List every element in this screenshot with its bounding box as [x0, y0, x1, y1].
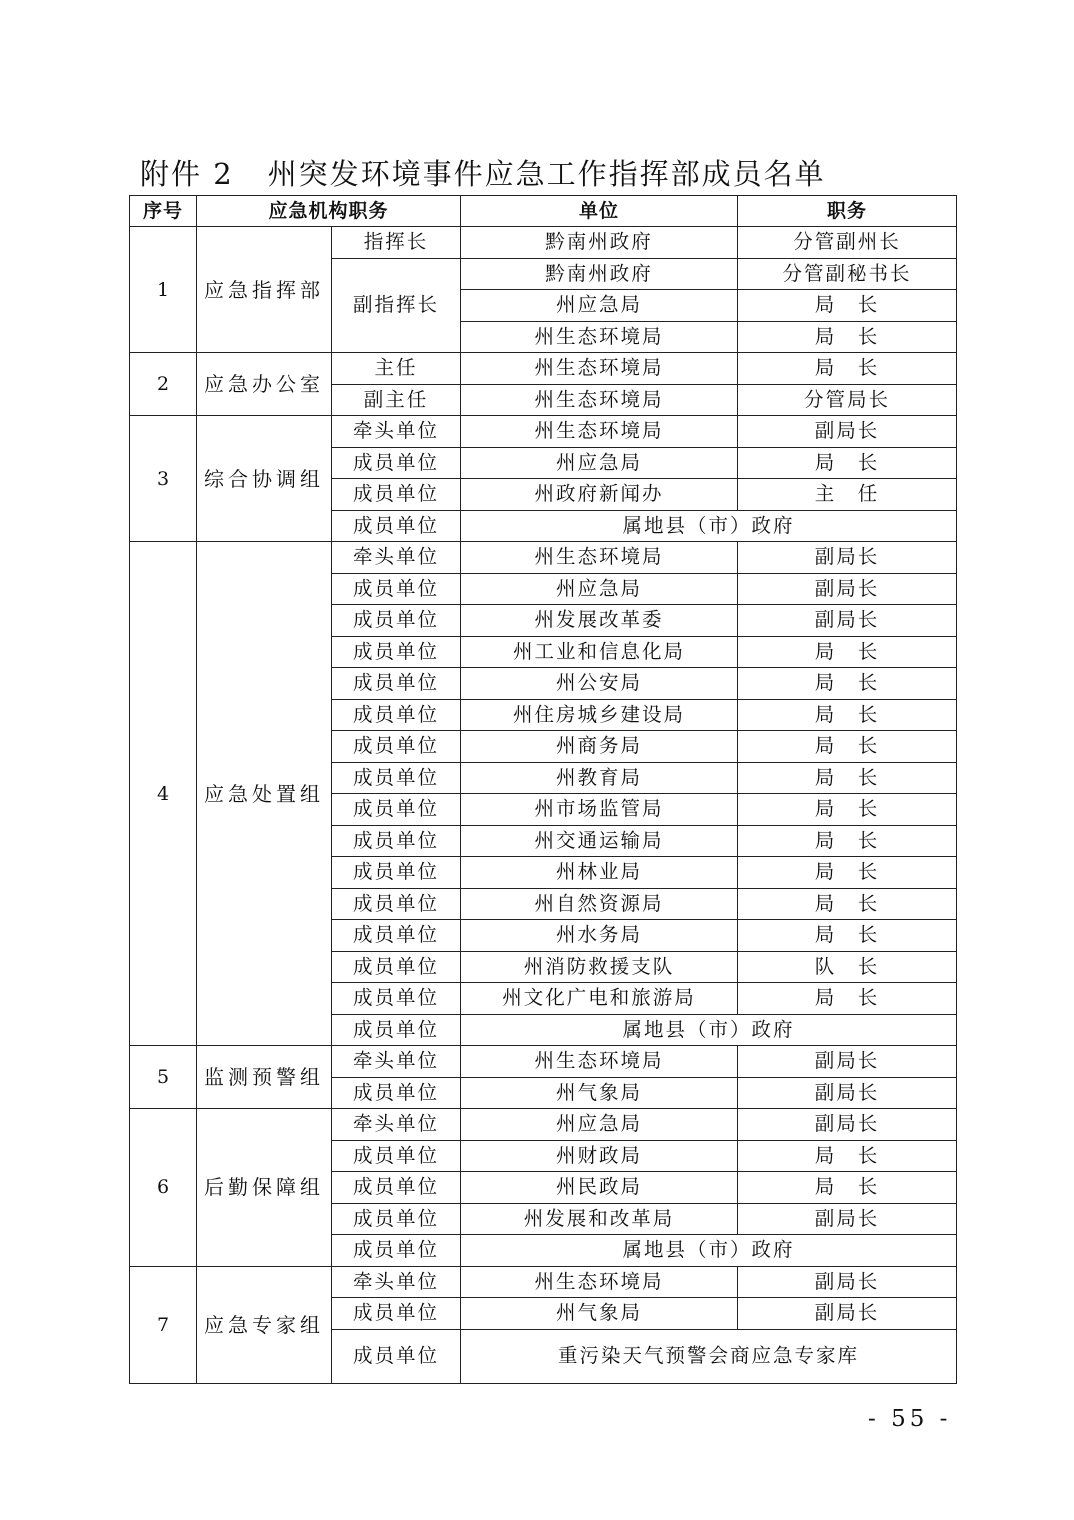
role-label: 成员单位 [332, 983, 461, 1015]
position-cell: 局 长 [738, 888, 957, 920]
unit-cell: 州发展和改革局 [461, 1203, 738, 1235]
role-label: 成员单位 [332, 573, 461, 605]
unit-cell: 州住房城乡建设局 [461, 699, 738, 731]
position-cell: 局 长 [738, 983, 957, 1015]
position-cell: 局 长 [738, 321, 957, 353]
role-label: 成员单位 [332, 1014, 461, 1046]
header-agency-role: 应急机构职务 [197, 196, 461, 227]
position-cell: 局 长 [738, 857, 957, 889]
role-label: 成员单位 [332, 1172, 461, 1204]
unit-cell: 州公安局 [461, 668, 738, 700]
unit-cell: 州水务局 [461, 920, 738, 952]
role-label: 成员单位 [332, 1298, 461, 1330]
group-number: 5 [130, 1046, 197, 1109]
unit-cell: 州文化广电和旅游局 [461, 983, 738, 1015]
position-cell: 分管局长 [738, 384, 957, 416]
unit-cell: 州自然资源局 [461, 888, 738, 920]
page-number: - 55 - [868, 1406, 952, 1432]
role-label: 成员单位 [332, 951, 461, 983]
role-label: 主任 [332, 353, 461, 385]
table-row [130, 1046, 957, 1078]
role-label: 副主任 [332, 384, 461, 416]
role-label: 牵头单位 [332, 1266, 461, 1298]
position-cell: 局 长 [738, 353, 957, 385]
role-label: 成员单位 [332, 1329, 461, 1383]
role-label: 成员单位 [332, 636, 461, 668]
position-cell: 副局长 [738, 1109, 957, 1141]
role-label: 成员单位 [332, 857, 461, 889]
position-cell: 副局长 [738, 605, 957, 637]
role-label: 牵头单位 [332, 542, 461, 574]
group-name: 应急处置组 [197, 542, 332, 1046]
position-cell: 分管副秘书长 [738, 258, 957, 290]
role-label: 成员单位 [332, 605, 461, 637]
unit-cell: 州教育局 [461, 762, 738, 794]
unit-cell: 属地县（市）政府 [461, 510, 957, 542]
unit-cell: 州发展改革委 [461, 605, 738, 637]
unit-cell: 州财政局 [461, 1140, 738, 1172]
table-header-row [130, 196, 957, 227]
table-row [130, 542, 957, 574]
unit-cell: 州市场监管局 [461, 794, 738, 826]
group-name: 应急指挥部 [197, 227, 332, 353]
role-label: 成员单位 [332, 510, 461, 542]
position-cell: 分管副州长 [738, 227, 957, 259]
role-label: 成员单位 [332, 762, 461, 794]
role-label: 成员单位 [332, 794, 461, 826]
role-label: 成员单位 [332, 825, 461, 857]
position-cell: 副局长 [738, 416, 957, 448]
title-text: 州突发环境事件应急工作指挥部成员名单 [267, 157, 826, 191]
position-cell: 局 长 [738, 825, 957, 857]
role-label: 成员单位 [332, 1235, 461, 1267]
unit-cell: 重污染天气预警会商应急专家库 [461, 1329, 957, 1383]
position-cell: 副局长 [738, 1046, 957, 1078]
table-row [130, 1109, 957, 1141]
role-label: 牵头单位 [332, 416, 461, 448]
unit-cell: 州工业和信息化局 [461, 636, 738, 668]
role-label: 指挥长 [332, 227, 461, 259]
position-cell: 局 长 [738, 762, 957, 794]
unit-cell: 属地县（市）政府 [461, 1235, 957, 1267]
attachment-label: 附件 2 [140, 157, 234, 191]
group-number: 2 [130, 353, 197, 416]
group-name: 综合协调组 [197, 416, 332, 542]
position-cell: 副局长 [738, 1298, 957, 1330]
role-label: 成员单位 [332, 1077, 461, 1109]
unit-cell: 黔南州政府 [461, 258, 738, 290]
unit-cell: 州民政局 [461, 1172, 738, 1204]
document-title [140, 152, 826, 193]
role-label: 牵头单位 [332, 1046, 461, 1078]
header-position: 职务 [738, 196, 957, 227]
position-cell: 局 长 [738, 794, 957, 826]
role-label: 成员单位 [332, 668, 461, 700]
role-label: 成员单位 [332, 447, 461, 479]
position-cell: 队 长 [738, 951, 957, 983]
position-cell: 副局长 [738, 573, 957, 605]
position-cell: 副局长 [738, 1266, 957, 1298]
roster-body [130, 227, 957, 1384]
role-label: 成员单位 [332, 1140, 461, 1172]
table-row [130, 227, 957, 259]
group-number: 1 [130, 227, 197, 353]
position-cell: 副局长 [738, 1077, 957, 1109]
table-row [130, 1266, 957, 1298]
position-cell: 局 长 [738, 290, 957, 322]
unit-cell: 州生态环境局 [461, 416, 738, 448]
role-label: 成员单位 [332, 1203, 461, 1235]
position-cell: 局 长 [738, 636, 957, 668]
unit-cell: 州应急局 [461, 1109, 738, 1141]
unit-cell: 州生态环境局 [461, 321, 738, 353]
unit-cell: 州应急局 [461, 573, 738, 605]
unit-cell: 州林业局 [461, 857, 738, 889]
unit-cell: 州生态环境局 [461, 1046, 738, 1078]
unit-cell: 州政府新闻办 [461, 479, 738, 511]
role-label: 成员单位 [332, 731, 461, 763]
unit-cell: 州商务局 [461, 731, 738, 763]
unit-cell: 州生态环境局 [461, 542, 738, 574]
position-cell: 副局长 [738, 542, 957, 574]
header-no: 序号 [130, 196, 197, 227]
unit-cell: 州气象局 [461, 1077, 738, 1109]
unit-cell: 州应急局 [461, 447, 738, 479]
unit-cell: 黔南州政府 [461, 227, 738, 259]
unit-cell: 州生态环境局 [461, 353, 738, 385]
position-cell: 局 长 [738, 447, 957, 479]
unit-cell: 州消防救援支队 [461, 951, 738, 983]
group-number: 4 [130, 542, 197, 1046]
table-row [130, 353, 957, 385]
unit-cell: 州交通运输局 [461, 825, 738, 857]
group-number: 6 [130, 1109, 197, 1267]
role-label: 成员单位 [332, 920, 461, 952]
table-row [130, 416, 957, 448]
position-cell: 局 长 [738, 731, 957, 763]
unit-cell: 属地县（市）政府 [461, 1014, 957, 1046]
position-cell: 局 长 [738, 920, 957, 952]
unit-cell: 州应急局 [461, 290, 738, 322]
position-cell: 副局长 [738, 1203, 957, 1235]
unit-cell: 州气象局 [461, 1298, 738, 1330]
position-cell: 主 任 [738, 479, 957, 511]
role-label: 成员单位 [332, 888, 461, 920]
group-number: 7 [130, 1266, 197, 1383]
role-label: 成员单位 [332, 479, 461, 511]
unit-cell: 州生态环境局 [461, 384, 738, 416]
unit-cell: 州生态环境局 [461, 1266, 738, 1298]
group-name: 应急办公室 [197, 353, 332, 416]
role-label: 成员单位 [332, 699, 461, 731]
member-roster-table [129, 195, 957, 1384]
group-name: 监测预警组 [197, 1046, 332, 1109]
role-label: 牵头单位 [332, 1109, 461, 1141]
group-name: 后勤保障组 [197, 1109, 332, 1267]
header-unit: 单位 [461, 196, 738, 227]
position-cell: 局 长 [738, 1140, 957, 1172]
position-cell: 局 长 [738, 699, 957, 731]
position-cell: 局 长 [738, 1172, 957, 1204]
group-number: 3 [130, 416, 197, 542]
group-name: 应急专家组 [197, 1266, 332, 1383]
role-label: 副指挥长 [332, 258, 461, 353]
position-cell: 局 长 [738, 668, 957, 700]
